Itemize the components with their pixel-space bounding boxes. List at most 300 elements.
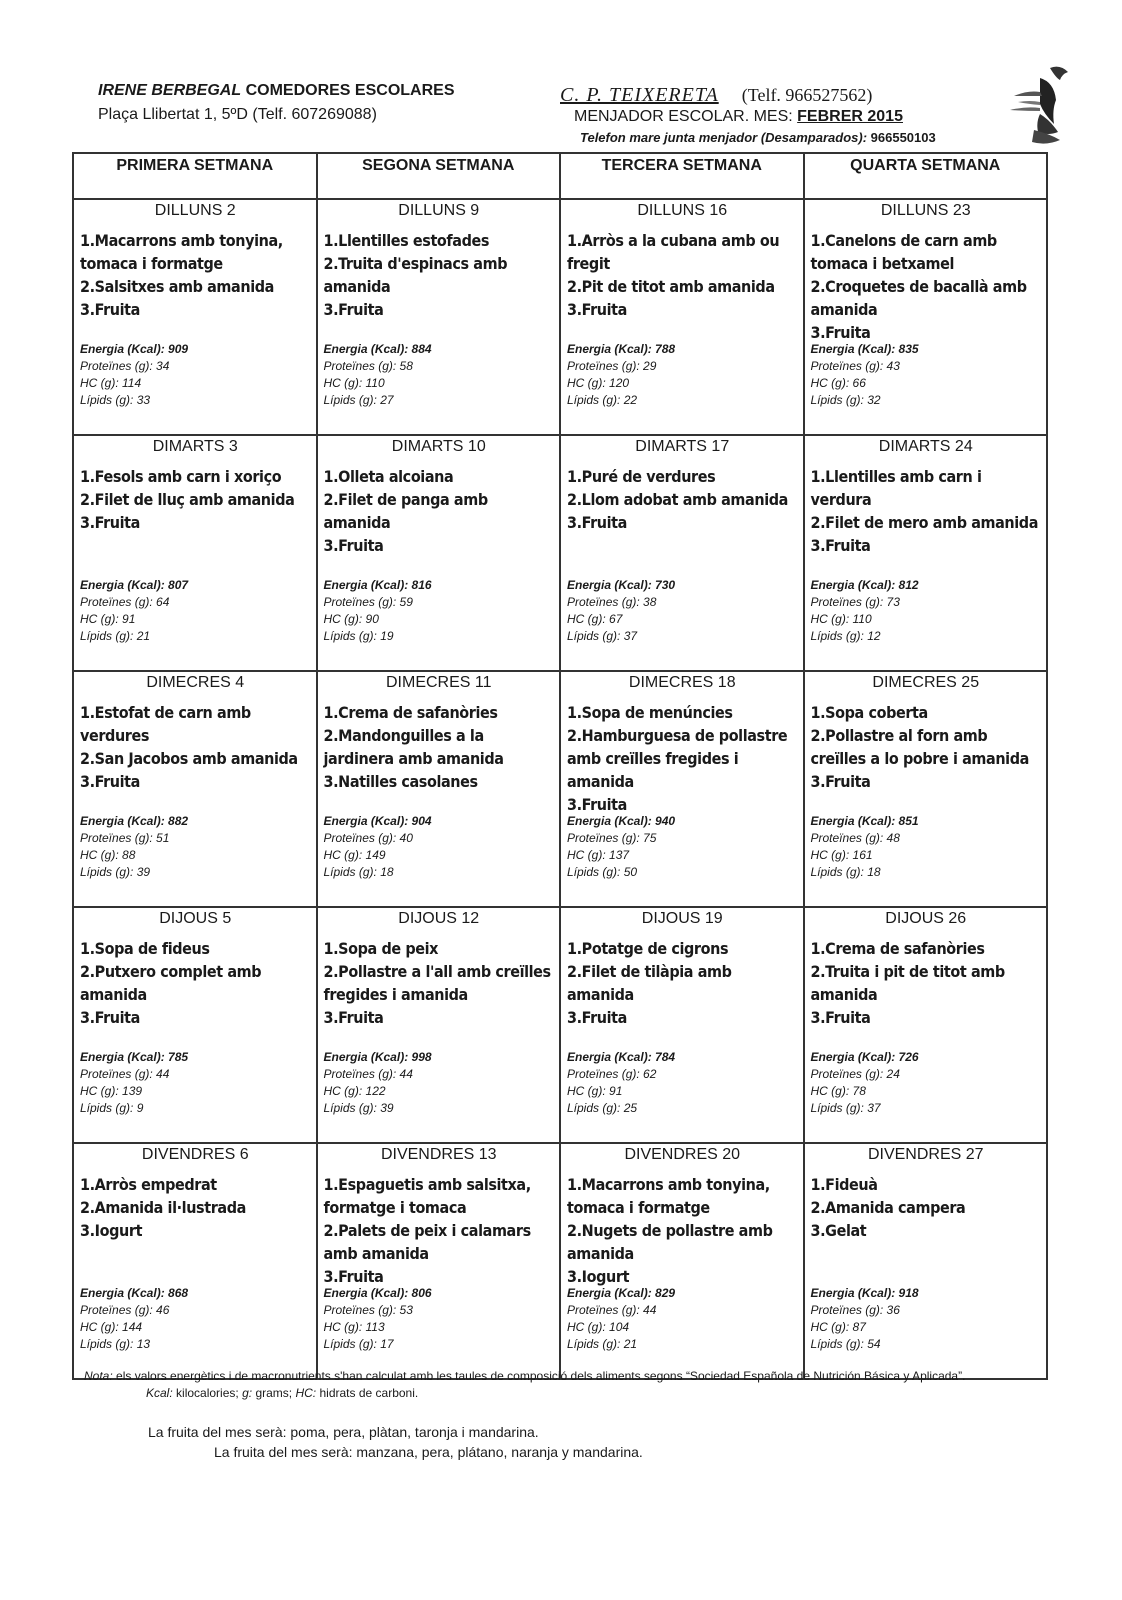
day-label: DILLUNS 23: [880, 202, 971, 219]
dish-item: 2.Putxero complet amb amanida: [80, 962, 262, 1004]
dish-item: 1.Arròs empedrat: [80, 1175, 217, 1194]
protein-value: 58: [399, 359, 413, 373]
hc-label: HC (g):: [80, 848, 119, 862]
dish-item: 2.Pollastre a l'all amb creïlles fregides i amanida: [323, 962, 551, 1004]
hc-line: [80, 611, 311, 628]
energy-label: Energia (Kcal):: [80, 1286, 165, 1300]
lipids-value: 21: [623, 1337, 638, 1351]
menu-cell: [804, 671, 1048, 907]
protein-line: [811, 1302, 1042, 1319]
dish-list: [811, 937, 1042, 1049]
lipids-label: Lípids (g):: [567, 393, 621, 407]
day-label: DIMARTS 24: [878, 438, 973, 455]
lipids-line: [567, 392, 798, 409]
dish-list: [324, 1173, 555, 1285]
lipids-value: 21: [136, 629, 151, 643]
dish-item: 2.Filet de panga amb amanida: [323, 490, 488, 532]
lipids-value: 50: [623, 865, 638, 879]
energy-line: [811, 577, 1042, 594]
day-label: DIVENDRES 20: [624, 1146, 741, 1163]
protein-value: 43: [886, 359, 900, 373]
hc-label: HC (g):: [323, 1320, 363, 1334]
hc-line: [811, 1319, 1042, 1336]
protein-value: 64: [156, 595, 170, 609]
nutrition-info: [811, 813, 1042, 881]
nutrition-info: [567, 1049, 798, 1117]
protein-value: 29: [643, 359, 657, 373]
nutrition-info: [324, 341, 555, 409]
lipids-label: Lípids (g):: [323, 865, 377, 879]
lipids-value: 18: [867, 865, 881, 879]
hc-value: 91: [122, 612, 136, 626]
lipids-line: [567, 628, 798, 645]
nutrition-info: [80, 341, 311, 409]
lipids-value: 27: [380, 393, 394, 407]
hc-label: HC (g):: [323, 848, 363, 862]
nutrition-info: [567, 813, 798, 881]
lipids-label: Lípids (g):: [323, 393, 377, 407]
menu-cell: [804, 435, 1048, 671]
lipids-value: 39: [380, 1101, 394, 1115]
protein-line: [324, 1302, 555, 1319]
lipids-value: 54: [867, 1337, 881, 1351]
day-label: DIMECRES 4: [146, 674, 245, 691]
energy-label: Energia (Kcal):: [567, 814, 652, 828]
dish-item: 2.San Jacobos amb amanida: [80, 749, 298, 768]
dish-item: 1.Fesols amb carn i xoriço: [80, 467, 282, 486]
dish-item: 2.Filet de mero amb amanida: [810, 513, 1039, 532]
day-label: DIMARTS 17: [635, 438, 730, 455]
energy-line: [80, 577, 311, 594]
dish-list: [567, 1173, 798, 1285]
menu-cell-content: [805, 908, 1047, 1142]
note-text: els valors energètics i de macronutrients s'han calculat amb les taules de composició dels aliments segons “Sociedad Española de Nutrición Básica y Aplicada”.: [116, 1369, 966, 1383]
nutrition-info: [324, 1285, 555, 1353]
menu-cell: [317, 199, 561, 435]
lipids-value: 25: [623, 1101, 638, 1115]
month-prefix: MENJADOR ESCOLAR. MES:: [574, 108, 793, 125]
protein-line: [811, 1066, 1042, 1083]
hc-value: 91: [609, 1084, 623, 1098]
dish-item: 2.Hamburguesa de pollastre amb creïlles fregides i amanida: [567, 726, 788, 791]
protein-line: [80, 1066, 311, 1083]
contact-label: Telefon mare junta menjador (Desamparados):: [580, 130, 868, 145]
protein-label: Proteïnes (g):: [323, 1303, 397, 1317]
nutrition-info: [80, 1285, 311, 1353]
day-label: DIVENDRES 13: [380, 1146, 497, 1163]
menu-cell: [560, 435, 804, 671]
day-row: [73, 1143, 1047, 1379]
menu-cell: [560, 907, 804, 1143]
units-g: grams;: [255, 1386, 293, 1400]
units-hc-label: HC:: [295, 1386, 317, 1400]
hc-value: 66: [852, 376, 866, 390]
protein-line: [811, 358, 1042, 375]
week-header: PRIMERA SETMANA: [73, 153, 317, 199]
energy-value: 784: [655, 1050, 676, 1064]
dish-item: 2.Truita d'espinacs amb amanida: [323, 254, 508, 296]
hc-line: [811, 847, 1042, 864]
nutrition-info: [324, 813, 555, 881]
dish-item: 3.Iogurt: [567, 1267, 630, 1286]
menu-cell-content: [561, 908, 803, 1142]
hc-value: 88: [122, 848, 136, 862]
dish-item: 2.Mandonguilles a la jardinera amb amanida: [323, 726, 504, 768]
protein-label: Proteïnes (g):: [567, 595, 640, 609]
protein-value: 36: [886, 1303, 900, 1317]
dish-item: 3.Fruita: [323, 536, 384, 555]
lipids-line: [811, 1100, 1042, 1117]
dish-item: 2.Nugets de pollastre amb amanida: [567, 1221, 773, 1263]
protein-label: Proteïnes (g):: [323, 831, 397, 845]
units-g-label: g:: [242, 1386, 253, 1400]
lipids-line: [567, 1336, 798, 1353]
nutrition-info: [324, 577, 555, 645]
hc-label: HC (g):: [810, 1320, 850, 1334]
hc-line: [567, 375, 798, 392]
hc-label: HC (g):: [810, 1084, 850, 1098]
nutrition-info: [567, 577, 798, 645]
dish-item: 2.Salsitxes amb amanida: [80, 277, 274, 296]
dish-item: 3.Fruita: [567, 513, 627, 532]
hc-value: 161: [852, 848, 873, 862]
day-row: [73, 199, 1047, 435]
day-label: DIMECRES 11: [385, 674, 492, 691]
lipids-value: 39: [136, 865, 151, 879]
dish-list: [324, 229, 555, 341]
note-paragraph: [84, 1368, 1074, 1385]
dish-list: [80, 229, 311, 341]
menu-cell: [804, 1143, 1048, 1379]
lipids-label: Lípids (g):: [567, 629, 621, 643]
dish-list: [811, 1173, 1042, 1285]
energy-line: [567, 813, 798, 830]
hc-line: [324, 611, 555, 628]
day-label: DIVENDRES 27: [867, 1146, 984, 1163]
hc-label: HC (g):: [567, 1084, 606, 1098]
dish-item: 1.Arròs a la cubana amb ou fregit: [567, 231, 780, 273]
protein-label: Proteïnes (g):: [80, 595, 153, 609]
energy-value: 812: [898, 578, 919, 592]
protein-line: [567, 594, 798, 611]
energy-line: [324, 813, 555, 830]
energy-value: 882: [168, 814, 189, 828]
hc-line: [324, 847, 555, 864]
menu-cell: [560, 199, 804, 435]
menu-table: [72, 152, 1048, 1380]
nutrition-info: [567, 341, 798, 409]
dish-list: [324, 701, 555, 813]
energy-label: Energia (Kcal):: [323, 1286, 409, 1300]
hc-line: [324, 375, 555, 392]
protein-label: Proteïnes (g):: [567, 359, 640, 373]
dish-item: 3.Fruita: [80, 513, 140, 532]
day-row: [73, 435, 1047, 671]
hc-value: 137: [609, 848, 630, 862]
hc-label: HC (g):: [810, 612, 850, 626]
month-line: [574, 108, 903, 126]
protein-label: Proteïnes (g):: [80, 359, 153, 373]
lipids-label: Lípids (g):: [567, 1101, 621, 1115]
fruit-of-month-spanish: La fruita del mes serà: manzana, pera, plátano, naranja y mandarina.: [214, 1444, 643, 1460]
hc-value: 110: [852, 612, 872, 626]
energy-label: Energia (Kcal):: [810, 1286, 896, 1300]
day-label: DIJOUS 12: [398, 910, 480, 927]
protein-label: Proteïnes (g):: [810, 831, 884, 845]
protein-value: 48: [886, 831, 900, 845]
protein-line: [324, 594, 555, 611]
energy-label: Energia (Kcal):: [323, 342, 409, 356]
hc-value: 120: [609, 376, 630, 390]
energy-label: Energia (Kcal):: [80, 342, 165, 356]
hc-value: 122: [365, 1084, 386, 1098]
week-header: QUARTA SETMANA: [804, 153, 1048, 199]
hc-line: [567, 1319, 798, 1336]
dish-item: 3.Fruita: [810, 772, 871, 791]
menu-cell-content: [74, 436, 316, 670]
lipids-line: [324, 1100, 555, 1117]
lipids-line: [811, 864, 1042, 881]
nutrition-info: [80, 1049, 311, 1117]
protein-line: [80, 594, 311, 611]
energy-label: Energia (Kcal):: [810, 342, 896, 356]
menu-cell: [804, 199, 1048, 435]
hc-value: 87: [852, 1320, 866, 1334]
protein-label: Proteïnes (g):: [80, 831, 153, 845]
protein-value: 46: [156, 1303, 170, 1317]
lipids-line: [567, 864, 798, 881]
lipids-line: [324, 392, 555, 409]
protein-label: Proteïnes (g):: [323, 595, 397, 609]
dish-item: 1.Olleta alcoiana: [323, 467, 454, 486]
week-header: TERCERA SETMANA: [560, 153, 804, 199]
dish-item: 1.Canelons de carn amb tomaca i betxamel: [810, 231, 997, 273]
menu-cell: [317, 1143, 561, 1379]
units-hc: hidrats de carboni.: [319, 1386, 419, 1400]
dish-list: [567, 937, 798, 1049]
fruit-of-month-catalan: La fruita del mes serà: poma, pera, plàtan, taronja i mandarina.: [148, 1424, 539, 1440]
protein-line: [811, 594, 1042, 611]
hc-label: HC (g):: [567, 376, 606, 390]
lipids-label: Lípids (g):: [80, 865, 134, 879]
lipids-label: Lípids (g):: [80, 1337, 134, 1351]
protein-line: [324, 1066, 555, 1083]
dish-item: 3.Fruita: [810, 323, 871, 342]
protein-label: Proteïnes (g):: [810, 359, 884, 373]
energy-value: 868: [168, 1286, 189, 1300]
energy-label: Energia (Kcal):: [567, 1286, 652, 1300]
hc-value: 114: [122, 376, 142, 390]
protein-line: [324, 358, 555, 375]
lipids-line: [80, 628, 311, 645]
hc-line: [324, 1319, 555, 1336]
energy-line: [324, 1049, 555, 1066]
dish-list: [324, 937, 555, 1049]
energy-value: 726: [898, 1050, 919, 1064]
lipids-line: [80, 864, 311, 881]
contact-line: [580, 130, 936, 145]
nutrition-info: [80, 577, 311, 645]
hc-label: HC (g):: [567, 848, 606, 862]
lipids-value: 12: [867, 629, 881, 643]
hc-value: 90: [365, 612, 379, 626]
day-label: DIMECRES 18: [628, 674, 736, 691]
lipids-value: 18: [380, 865, 394, 879]
menu-cell-content: [318, 1144, 560, 1378]
energy-value: 940: [655, 814, 676, 828]
menu-cell-content: [318, 436, 560, 670]
dish-item: 3.Fruita: [810, 536, 871, 555]
hc-value: 149: [365, 848, 386, 862]
protein-line: [324, 830, 555, 847]
dish-item: 3.Fruita: [567, 300, 627, 319]
menu-cell: [560, 671, 804, 907]
lipids-label: Lípids (g):: [323, 1101, 377, 1115]
lipids-line: [811, 392, 1042, 409]
dish-item: 3.Fruita: [80, 772, 140, 791]
lipids-value: 33: [136, 393, 151, 407]
menu-cell: [317, 435, 561, 671]
energy-label: Energia (Kcal):: [567, 578, 652, 592]
hc-label: HC (g):: [80, 1084, 119, 1098]
hc-line: [567, 1083, 798, 1100]
energy-label: Energia (Kcal):: [323, 814, 409, 828]
protein-line: [811, 830, 1042, 847]
energy-label: Energia (Kcal):: [80, 1050, 165, 1064]
menu-cell: [317, 671, 561, 907]
energy-label: Energia (Kcal):: [567, 342, 652, 356]
week-header-row: [73, 153, 1047, 199]
energy-line: [324, 341, 555, 358]
dish-item: 1.Sopa de peix: [323, 939, 439, 958]
protein-line: [80, 1302, 311, 1319]
nutrition-info: [811, 1049, 1042, 1117]
week-header: SEGONA SETMANA: [317, 153, 561, 199]
hc-line: [324, 1083, 555, 1100]
menu-cell-content: [74, 908, 316, 1142]
menu-cell-content: [318, 200, 560, 434]
energy-line: [324, 577, 555, 594]
dish-item: 3.Fruita: [323, 300, 384, 319]
dish-item: 1.Crema de safanòries: [810, 939, 985, 958]
energy-value: 807: [168, 578, 189, 592]
protein-line: [567, 1302, 798, 1319]
dish-item: 3.Fruita: [323, 1267, 384, 1286]
day-label: DILLUNS 16: [637, 202, 728, 219]
lipids-label: Lípids (g):: [567, 865, 621, 879]
day-label: DIMECRES 25: [872, 674, 980, 691]
nutrition-info: [811, 1285, 1042, 1353]
dish-item: 3.Fruita: [323, 1008, 384, 1027]
day-label: DIJOUS 5: [159, 910, 232, 927]
hc-value: 78: [852, 1084, 866, 1098]
energy-value: 909: [168, 342, 189, 356]
day-label: DIJOUS 19: [641, 910, 723, 927]
lipids-label: Lípids (g):: [810, 1337, 864, 1351]
menu-cell: [560, 1143, 804, 1379]
dish-list: [567, 229, 798, 341]
dish-item: 2.Amanida il·lustrada: [80, 1198, 246, 1217]
company-name: [98, 82, 455, 100]
dish-list: [567, 701, 798, 813]
lipids-value: 32: [867, 393, 881, 407]
dish-list: [567, 465, 798, 577]
hc-value: 139: [122, 1084, 143, 1098]
menu-body: [73, 199, 1047, 1379]
menu-cell-content: [561, 436, 803, 670]
protein-label: Proteïnes (g):: [80, 1067, 153, 1081]
menu-cell-content: [318, 672, 560, 906]
hc-line: [811, 611, 1042, 628]
dish-item: 3.Fruita: [567, 795, 627, 814]
hc-line: [811, 375, 1042, 392]
dish-item: 2.Amanida campera: [810, 1198, 966, 1217]
day-label: DIVENDRES 6: [141, 1146, 249, 1163]
protein-label: Proteïnes (g):: [567, 1067, 640, 1081]
dish-list: [80, 465, 311, 577]
dish-item: 2.Pit de titot amb amanida: [567, 277, 775, 296]
protein-value: 51: [156, 831, 170, 845]
lipids-line: [811, 628, 1042, 645]
dish-item: 3.Gelat: [810, 1221, 867, 1240]
menu-cell-content: [561, 200, 803, 434]
units-kcal-label: Kcal:: [146, 1386, 173, 1400]
dish-item: 1.Potatge de cigrons: [567, 939, 729, 958]
dish-item: 1.Sopa de menúncies: [567, 703, 733, 722]
lipids-label: Lípids (g):: [80, 393, 134, 407]
energy-line: [80, 341, 311, 358]
energy-line: [811, 1285, 1042, 1302]
dish-list: [80, 1173, 311, 1285]
dish-item: 3.Iogurt: [80, 1221, 143, 1240]
lipids-label: Lípids (g):: [80, 1101, 134, 1115]
lipids-line: [567, 1100, 798, 1117]
hc-line: [80, 847, 311, 864]
company-owner: IRENE BERBEGAL: [98, 82, 242, 99]
dish-item: 1.Macarrons amb tonyina, tomaca i formatge: [567, 1175, 770, 1217]
nutrition-info: [811, 341, 1042, 409]
energy-value: 998: [411, 1050, 432, 1064]
units-legend: [84, 1385, 1074, 1402]
dish-item: 3.Natilles casolanes: [323, 772, 478, 791]
energy-label: Energia (Kcal):: [80, 814, 165, 828]
energy-value: 884: [411, 342, 432, 356]
protein-line: [80, 830, 311, 847]
dish-list: [324, 465, 555, 577]
protein-label: Proteïnes (g):: [567, 831, 640, 845]
school-line: [560, 84, 872, 107]
hc-label: HC (g):: [323, 1084, 363, 1098]
lipids-line: [324, 864, 555, 881]
hc-label: HC (g):: [80, 376, 119, 390]
protein-value: 44: [156, 1067, 170, 1081]
energy-label: Energia (Kcal):: [810, 1050, 896, 1064]
dish-list: [80, 937, 311, 1049]
day-label: DILLUNS 9: [398, 202, 480, 219]
energy-value: 816: [411, 578, 432, 592]
protein-label: Proteïnes (g):: [810, 1067, 884, 1081]
hc-label: HC (g):: [80, 1320, 119, 1334]
hc-label: HC (g):: [810, 848, 850, 862]
hc-label: HC (g):: [567, 1320, 606, 1334]
lipids-label: Lípids (g):: [80, 629, 134, 643]
dish-item: 3.Fruita: [80, 300, 140, 319]
note-label: Nota:: [84, 1369, 113, 1383]
lipids-value: 17: [380, 1337, 394, 1351]
units-kcal: kilocalories;: [176, 1386, 239, 1400]
protein-value: 53: [399, 1303, 413, 1317]
menu-cell-content: [561, 672, 803, 906]
